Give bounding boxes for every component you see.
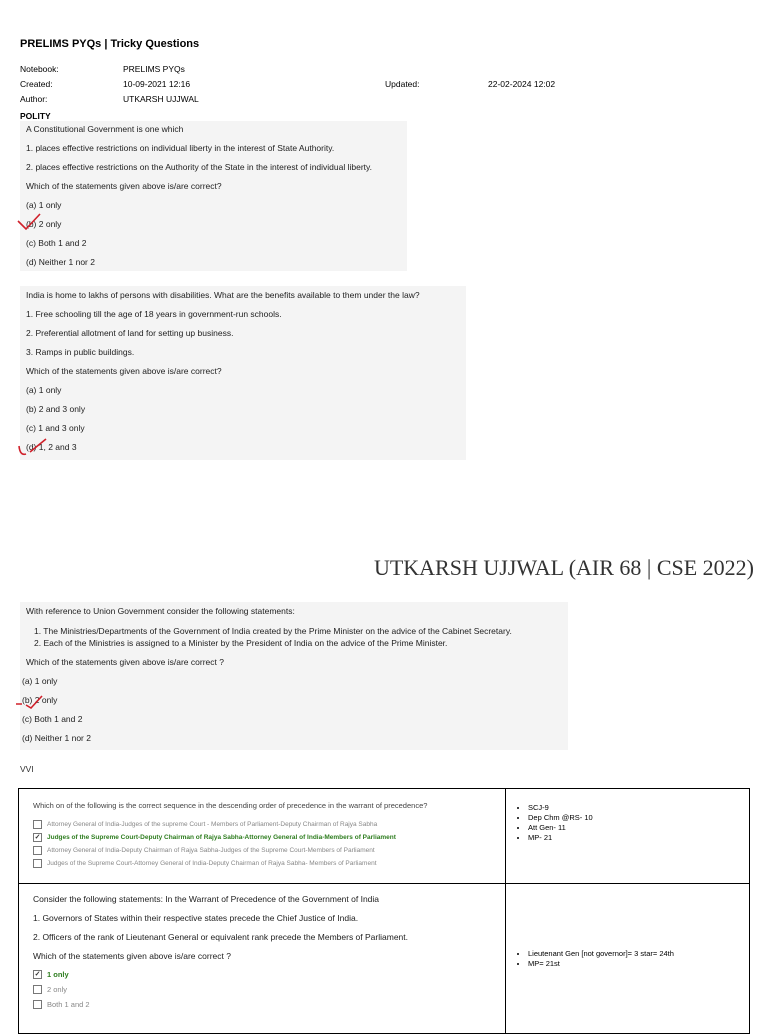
question-line: Which of the statements given above is/are correct ? — [26, 657, 224, 667]
option-label: 2 only — [47, 985, 68, 994]
notes-list — [506, 949, 749, 969]
list-item: • SCJ-9 — [528, 803, 749, 813]
option-b: (b) 2 and 3 only — [26, 404, 86, 414]
section-heading: POLITY — [20, 111, 51, 121]
table-row — [19, 884, 750, 1034]
created-value: 10-09-2021 12:16 — [123, 79, 191, 89]
question-box-2 — [20, 286, 466, 460]
notes-table — [18, 788, 750, 1034]
option-c: (c) Both 1 and 2 — [26, 238, 87, 248]
notes-cell — [506, 884, 750, 1034]
option-item[interactable] — [33, 820, 505, 829]
vvi-label: VVI — [20, 764, 34, 774]
question-line: Which of the statements given above is/are correct? — [26, 366, 222, 376]
checkbox-icon[interactable] — [33, 846, 42, 855]
question-line: 1. places effective restrictions on individual liberty in the interest of State Authority. — [26, 143, 335, 153]
question-line: 2. Preferential allotment of land for setting up business. — [26, 328, 234, 338]
option-item[interactable] — [33, 985, 505, 994]
question-text: Which on of the following is the correct sequence in the descending order of precedence in the warrant of precedence? — [33, 801, 428, 810]
option-d: (d) Neither 1 nor 2 — [22, 733, 91, 743]
question-line: With reference to Union Government consider the following statements: — [26, 606, 295, 616]
table-row — [19, 789, 750, 884]
option-a: (a) 1 only — [26, 200, 62, 210]
list-item: • Att Gen- 11 — [528, 823, 749, 833]
checkbox-icon[interactable]: ✓ — [34, 971, 41, 978]
option-c: (c) Both 1 and 2 — [22, 714, 83, 724]
list-item: • MP= 21st — [528, 959, 749, 969]
statement-2: 2. Each of the Ministries is assigned to a Minister by the President of India on the advice of the Prime Minister. — [34, 638, 448, 648]
checkbox-icon[interactable] — [33, 985, 42, 994]
option-label: Attorney General of India-Deputy Chairman of Rajya Sabha-Judges of the Supreme Court-Members of Parliament — [47, 847, 375, 854]
updated-label: Updated: — [385, 79, 420, 89]
option-d: (d) 1, 2 and 3 — [26, 442, 77, 452]
question-line: Consider the following statements: In the Warrant of Precedence of the Government of India — [33, 894, 380, 904]
list-item: • MP- 21 — [528, 833, 749, 843]
checkbox-icon[interactable]: ✓ — [34, 834, 41, 841]
statement-1: 1. The Ministries/Departments of the Government of India created by the Prime Minister on the advice of the Cabinet Secretary. — [34, 626, 512, 636]
option-item[interactable] — [33, 1000, 505, 1009]
question-line: 2. places effective restrictions on the Authority of the State in the interest of individual liberty. — [26, 162, 373, 172]
list-item: • Dep Chm @RS- 10 — [528, 813, 749, 823]
check-mark-icon — [16, 436, 52, 460]
option-item[interactable] — [33, 833, 505, 842]
author-label: Author: — [20, 94, 48, 104]
option-label: Judges of the Supreme Court-Attorney General of India-Deputy Chairman of Rajya Sabha- Members of Parliament — [47, 860, 377, 867]
statement-2: 2. Officers of the rank of Lieutenant General or equivalent rank precede the Members of Parliament. — [33, 932, 408, 942]
option-label: Both 1 and 2 — [47, 1000, 90, 1009]
option-a: (a) 1 only — [22, 676, 58, 686]
created-label: Created: — [20, 79, 53, 89]
updated-value: 22-02-2024 12:02 — [488, 79, 556, 89]
option-a: (a) 1 only — [26, 385, 62, 395]
question-line: 1. Free schooling till the age of 18 years in government-run schools. — [26, 309, 282, 319]
option-label: 1 only — [47, 970, 69, 979]
question-cell — [19, 789, 506, 884]
question-line: A Constitutional Government is one which — [26, 124, 184, 134]
option-item[interactable] — [33, 970, 505, 979]
option-b: (b) 2 only — [26, 219, 62, 229]
note-title: PRELIMS PYQs | Tricky Questions — [20, 38, 200, 50]
author-watermark: UTKARSH UJJWAL (AIR 68 | CSE 2022) — [373, 555, 754, 580]
checkbox-icon[interactable] — [33, 1000, 42, 1009]
option-c: (c) 1 and 3 only — [26, 423, 85, 433]
check-mark-icon — [16, 212, 46, 234]
question-line: India is home to lakhs of persons with disabilities. What are the benefits available to them under the law? — [26, 290, 420, 300]
question-line: Which of the statements given above is/are correct? — [26, 181, 222, 191]
question-cell — [19, 884, 506, 1034]
option-d: (d) Neither 1 nor 2 — [26, 257, 95, 267]
statement-1: 1. Governors of States within their respective states precede the Chief Justice of India. — [33, 913, 359, 923]
notes-list — [506, 789, 749, 843]
question-box-3 — [20, 602, 568, 750]
notes-cell — [506, 789, 750, 884]
question-box-1 — [20, 121, 407, 271]
check-mark-icon — [14, 694, 48, 712]
notebook-value: PRELIMS PYQs — [123, 64, 185, 74]
checkbox-icon[interactable] — [33, 859, 42, 868]
option-label: Judges of the Supreme Court-Deputy Chairman of Rajya Sabha-Attorney General of India-Members of Parliament — [47, 834, 396, 841]
option-item[interactable] — [33, 859, 505, 868]
author-value: UTKARSH UJJWAL — [123, 94, 199, 104]
notebook-label: Notebook: — [20, 64, 59, 74]
option-item[interactable] — [33, 846, 505, 855]
list-item: • Lieutenant Gen [not governor]= 3 star= 24th — [528, 949, 749, 959]
question-line: Which of the statements given above is/are correct ? — [33, 951, 231, 961]
option-label: Attorney General of India-Judges of the supreme Court - Members of Parliament-Deputy Chairman of Rajya Sabha — [47, 821, 378, 828]
option-b: (b) 2 only — [22, 695, 58, 705]
checkbox-icon[interactable] — [33, 820, 42, 829]
question-line: 3. Ramps in public buildings. — [26, 347, 135, 357]
